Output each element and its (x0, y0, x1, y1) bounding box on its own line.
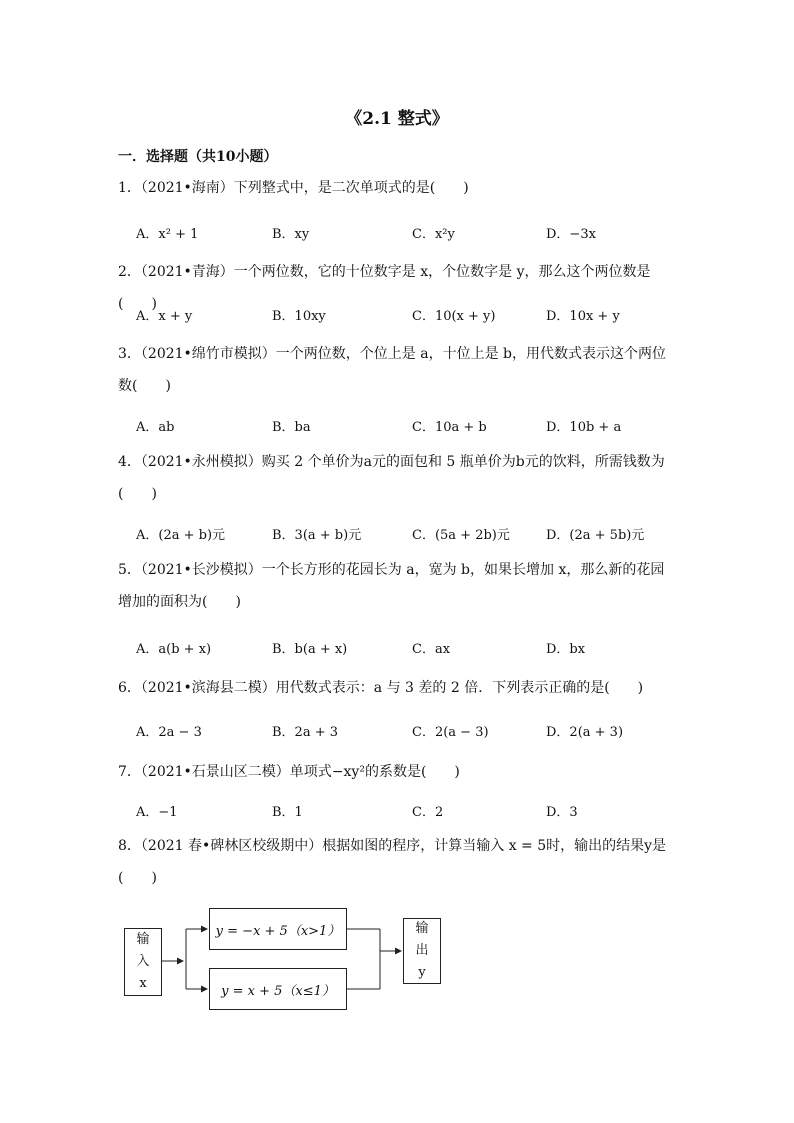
option-a[interactable]: A．−1 (136, 805, 178, 820)
option-b[interactable]: B．2a + 3 (272, 725, 339, 740)
option-b[interactable]: B．ba (272, 420, 311, 435)
top-formula: y = −x + 5（x>1） (215, 923, 341, 939)
option-c[interactable]: C．x²y (412, 227, 455, 242)
question-7: 7．（2021•石景山区二模）单项式−xy²的系数是( ) (118, 764, 460, 780)
bottom-formula: y = x + 5（x≤1） (221, 983, 335, 999)
question-2: 2．（2021•青海）一个两位数，它的十位数字是 x，个位数字是 y，那么这个两位数是( ) (118, 264, 651, 312)
option-a[interactable]: A．(2a + b)元 (136, 528, 226, 543)
option-b[interactable]: B．b(a + x) (272, 642, 348, 657)
option-c[interactable]: C．10a + b (412, 420, 487, 435)
section-heading: 一．选择题（共10小题） (118, 149, 278, 165)
option-c[interactable]: C．ax (412, 642, 451, 657)
option-d[interactable]: D．(2a + 5b)元 (546, 528, 645, 543)
option-a[interactable]: A．ab (136, 420, 175, 435)
question-3: 3．（2021•绵竹市模拟）一个两位数，个位上是 a，十位上是 b，用代数式表示这个两位数( ) (118, 346, 667, 394)
option-b[interactable]: B．3(a + b)元 (272, 528, 362, 543)
page-title: 《2.1 整式》 (345, 109, 449, 129)
option-b[interactable]: B．xy (272, 227, 310, 242)
option-d[interactable]: D．3 (546, 805, 578, 820)
output-label: 输 出 y (415, 921, 429, 980)
question-8: 8．（2021 春•碑林区校级期中）根据如图的程序，计算当输入 x = 5时，输出的结果y是( ) (118, 838, 667, 886)
option-d[interactable]: D．10x + y (546, 309, 620, 324)
option-c[interactable]: C．2 (412, 805, 444, 820)
question-5: 5．（2021•长沙模拟）一个长方形的花园长为 a，宽为 b，如果长增加 x，那么新的花园增加的面积为( ) (118, 562, 665, 610)
question-6: 6．（2021•滨海县二模）用代数式表示：a 与 3 差的 2 倍．下列表示正确的是( ) (118, 680, 644, 696)
option-d[interactable]: D．10b + a (546, 420, 622, 435)
option-c[interactable]: C．2(a − 3) (412, 725, 489, 740)
question-1: 1．（2021•海南）下列整式中，是二次单项式的是( ) (118, 180, 469, 196)
option-c[interactable]: C．10(x + y) (412, 309, 496, 324)
option-c[interactable]: C．(5a + 2b)元 (412, 528, 510, 543)
input-label: 输 入 x (136, 932, 150, 991)
option-a[interactable]: A．x² + 1 (136, 227, 199, 242)
option-b[interactable]: B．1 (272, 805, 303, 820)
option-d[interactable]: D．−3x (546, 227, 596, 242)
option-a[interactable]: A．2a − 3 (136, 725, 202, 740)
option-d[interactable]: D．2(a + 3) (546, 725, 624, 740)
question-4: 4．（2021•永州模拟）购买 2 个单价为a元的面包和 5 瓶单价为b元的饮料，所需钱数为( ) (118, 454, 665, 502)
option-a[interactable]: A．a(b + x) (136, 642, 212, 657)
option-a[interactable]: A．x + y (136, 309, 193, 324)
option-d[interactable]: D．bx (546, 642, 586, 657)
option-b[interactable]: B．10xy (272, 309, 326, 324)
